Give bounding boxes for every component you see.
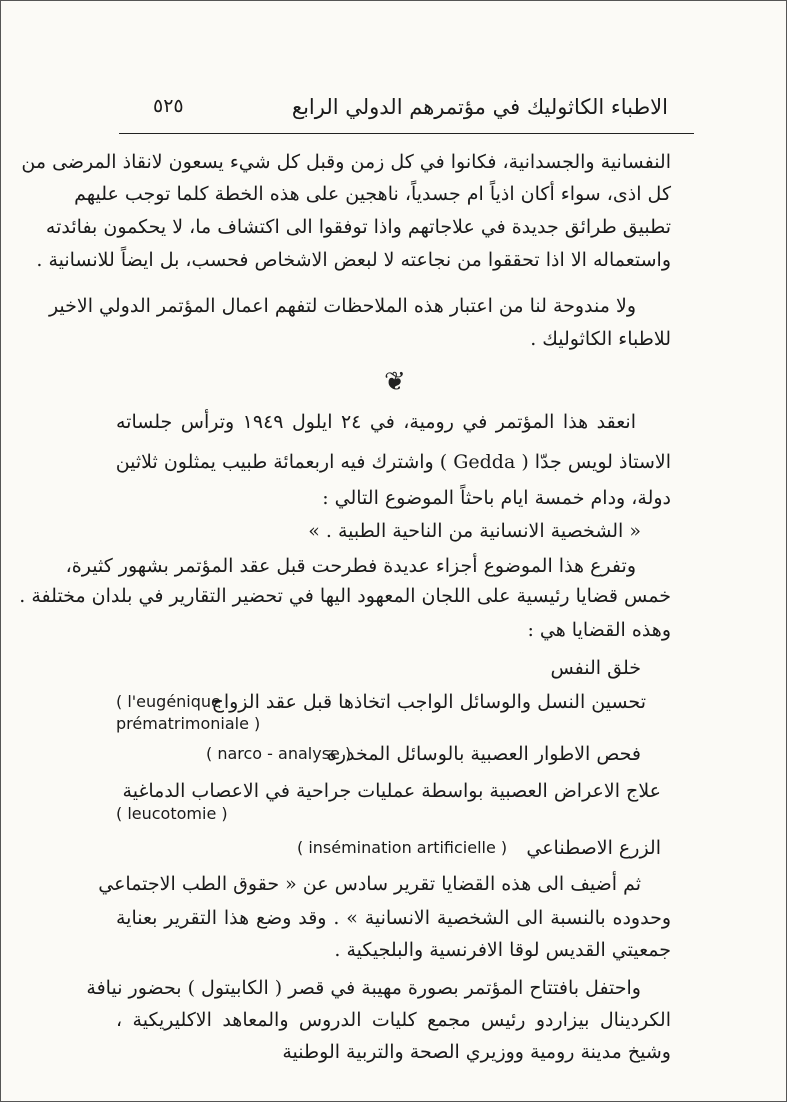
topic-item: الزرع الاصطناعي [526,837,661,859]
text-line: دولة، ودام خمسة ايام باحثاً الموضوع التالي : [322,487,671,509]
text-line: واستعماله الا اذا تحققوا من نجاعته لا لبعض الاشخاص فحسب، بل ايضاً للانسانية . [36,249,671,271]
text-line: وتفرع هذا الموضوع أجزاء عديدة فطرحت قبل عقد المؤتمر بشهور كثيرة، [65,555,636,577]
text-line: تطبيق طرائق جديدة في علاجاتهم واذا توفقوا الى اكتشاف ما، لا يحكمون بفائدته [45,216,671,238]
topic-french-term: ( insémination artificielle ) [297,838,508,857]
quoted-subject: « الشخصية الانسانية من الناحية الطبية . » [308,520,641,542]
text-line: ثم أضيف الى هذه القضايا تقرير سادس عن « حقوق الطب الاجتماعي [98,873,641,895]
text-line: وحدوده بالنسبة الى الشخصية الانسانية » . وقد وضع هذا التقرير بعناية [116,907,671,929]
text-line: انعقد هذا المؤتمر في رومية، في ٢٤ ايلول ١٩٤٩ وترأس جلساته [116,411,636,433]
page-number: ٥٢٥ [153,95,184,117]
text-line: النفسانية والجسدانية، فكانوا في كل زمن وقبل كل شيء يسعون لانقاذ المرضى من [21,151,671,173]
topic-item: فحص الاطوار العصبية بالوسائل المخدرة [326,743,641,765]
text-line: وشيخ مدينة رومية ووزيري الصحة والتربية الوطنية [282,1041,671,1063]
text-line: الاستاذ لويس جدّا ( Gedda ) واشترك فيه اربعمائة طبيب يمثلون ثلاثين [115,451,671,473]
page-header [119,89,668,129]
topic-french-term: ( narco - analyse ) [206,744,352,763]
text-line: وهذه القضايا هي : [527,619,671,641]
text-line: واحتفل بافتتاح المؤتمر بصورة مهيبة في قصر ( الكابيتول ) بحضور نيافة [86,977,641,999]
text-line: كل اذى، سواء أكان اذياً ام جسدياً، ناهجين على هذه الخطة كلما توجب عليهم [74,183,671,205]
text-line: ولا مندوحة لنا من اعتبار هذه الملاحظات لتفهم اعمال المؤتمر الدولي الاخير [48,295,636,317]
section-ornament: ❦ [384,367,406,397]
text-line: الكردينال بيزاردو رئيس مجمع كليات الدروس والمعاهد الاكليريكية ، [116,1009,671,1031]
text-line: للاطباء الكاثوليك . [530,328,671,350]
running-title: الاطباء الكاثوليك في مؤتمرهم الدولي الرابع [291,95,668,119]
topic-french-term: prématrimoniale ) [116,714,261,733]
topic-item: تحسين النسل والوسائل الواجب اتخاذها قبل عقد الزواج [211,691,646,713]
topic-french-term: ( l'eugénique [116,692,221,711]
text-line: خمس قضايا رئيسية على اللجان المعهود اليها في تحضير التقارير في بلدان مختلفة . [19,585,671,607]
topic-french-term: ( leucotomie ) [116,804,228,823]
topic-item: علاج الاعراض العصبية بواسطة عمليات جراحية في الاعصاب الدماغية [122,780,661,802]
header-rule [119,133,694,134]
topic-item: خلق النفس [550,657,641,679]
text-line: جمعيتي القديس لوقا الافرنسية والبلجيكية . [334,939,671,961]
